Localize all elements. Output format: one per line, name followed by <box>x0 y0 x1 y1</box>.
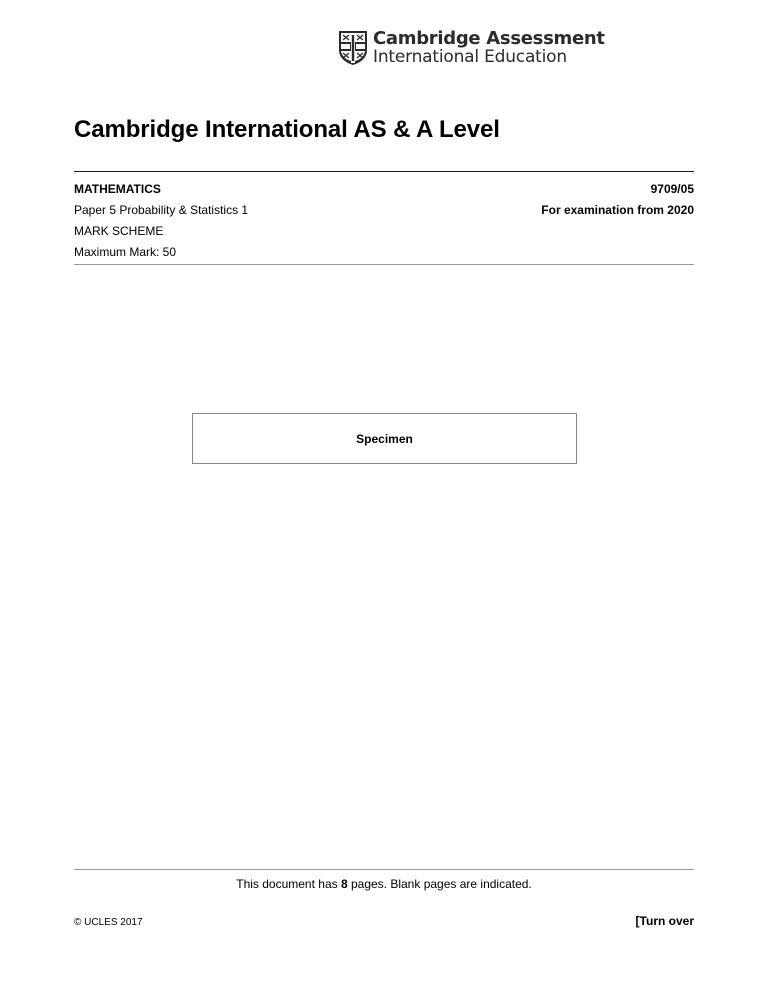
pages-note-prefix: This document has <box>236 877 341 891</box>
page-title: Cambridge International AS & A Level <box>74 116 500 143</box>
subject-label: MATHEMATICS <box>74 182 161 196</box>
document-meta-left <box>74 179 248 263</box>
top-divider <box>74 171 694 172</box>
syllabus-code: 9709/05 <box>650 182 694 196</box>
paper-label: Paper 5 Probability & Statistics 1 <box>74 203 249 217</box>
document-meta-right <box>541 179 694 221</box>
footer-divider <box>74 869 694 870</box>
cambridge-crest-icon <box>338 30 368 66</box>
turn-over-label: [Turn over <box>635 914 694 928</box>
pages-note <box>74 877 694 891</box>
cambridge-logo <box>338 30 605 66</box>
logo-text <box>373 30 605 66</box>
exam-from-label: For examination from 2020 <box>541 203 694 217</box>
max-mark-label: Maximum Mark: 50 <box>74 245 177 259</box>
pages-note-suffix: pages. Blank pages are indicated. <box>347 877 532 891</box>
copyright-label: © UCLES 2017 <box>74 917 143 928</box>
meta-divider <box>74 264 694 265</box>
specimen-box <box>192 413 577 464</box>
specimen-label: Specimen <box>356 431 413 446</box>
page-count: 8 <box>340 877 348 891</box>
logo-line-1: Cambridge Assessment <box>373 28 605 49</box>
document-type-label: MARK SCHEME <box>74 224 164 238</box>
logo-line-2: International Education <box>373 47 567 67</box>
